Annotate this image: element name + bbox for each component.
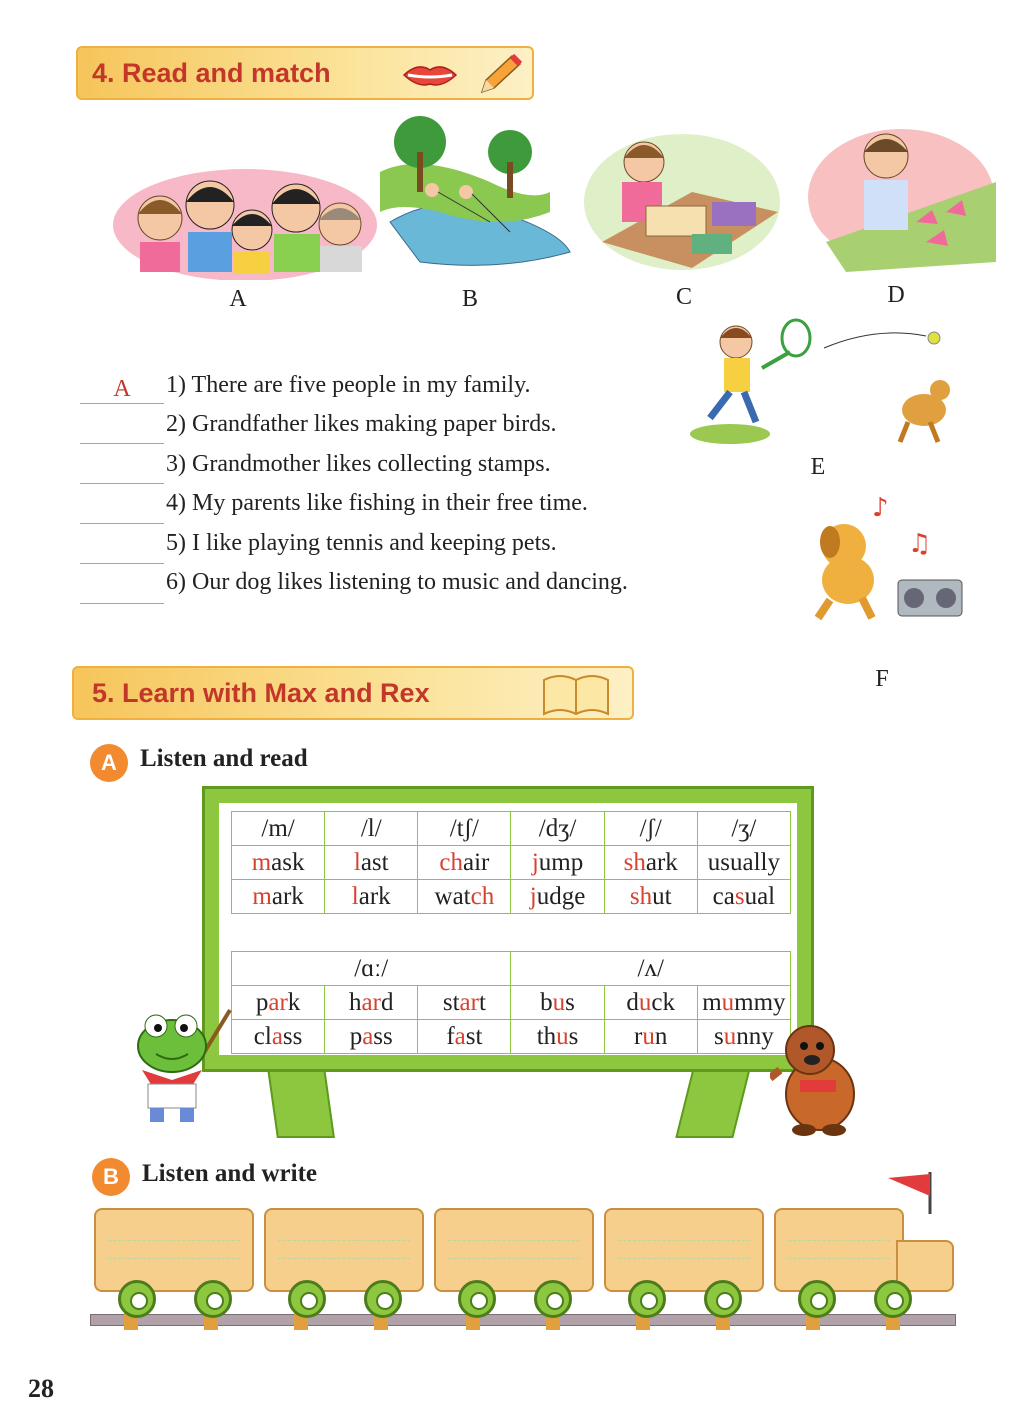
picture-family bbox=[110, 150, 380, 280]
word-cell: class bbox=[232, 1020, 325, 1054]
board-leg-left bbox=[267, 1068, 335, 1138]
word-cell: chair bbox=[418, 846, 511, 880]
train-car-write-box-1[interactable] bbox=[94, 1208, 254, 1292]
train-car-write-box-3[interactable] bbox=[434, 1208, 594, 1292]
picture-paper-birds bbox=[806, 122, 996, 272]
word-cell: last bbox=[325, 846, 418, 880]
word-cell: start bbox=[418, 986, 511, 1020]
flag-icon bbox=[880, 1170, 940, 1214]
answer-blank-3[interactable] bbox=[80, 456, 164, 484]
sentence-1: 1) There are five people in my family. bbox=[166, 372, 531, 398]
writing-guide-line bbox=[788, 1258, 890, 1259]
phoneme-header: /ɑː/ bbox=[232, 952, 511, 986]
train-wheel bbox=[288, 1280, 326, 1318]
phonics-board bbox=[202, 786, 814, 1072]
phoneme-header: /l/ bbox=[325, 812, 418, 846]
sentence-4: 4) My parents like fishing in their free time. bbox=[166, 490, 588, 516]
word-cell: hard bbox=[325, 986, 418, 1020]
board-leg-right bbox=[675, 1068, 750, 1138]
writing-guide-line bbox=[448, 1240, 580, 1241]
word-cell: thus bbox=[511, 1020, 604, 1054]
picture-label-c: C bbox=[675, 284, 692, 310]
train-wheel bbox=[704, 1280, 742, 1318]
word-cell: shut bbox=[604, 880, 697, 914]
section-5-title: 5. Learn with Max and Rex bbox=[92, 678, 430, 708]
part-a-title: Listen and read bbox=[140, 745, 308, 772]
word-cell: watch bbox=[418, 880, 511, 914]
answer-blank-2[interactable] bbox=[80, 416, 164, 444]
sentence-3: 3) Grandmother likes collecting stamps. bbox=[166, 451, 551, 477]
lips-icon bbox=[400, 60, 460, 90]
word-cell: mask bbox=[232, 846, 325, 880]
phonics-top-header-row bbox=[232, 812, 791, 846]
phonics-bottom-header-row bbox=[232, 952, 791, 986]
word-cell: lark bbox=[325, 880, 418, 914]
svg-text:♪: ♪ bbox=[872, 493, 889, 523]
word-cell: jump bbox=[511, 846, 604, 880]
answer-blank-4[interactable] bbox=[80, 496, 164, 524]
word-cell: shark bbox=[604, 846, 697, 880]
phonics-top-row-2 bbox=[232, 880, 791, 914]
writing-guide-line bbox=[108, 1240, 240, 1241]
sentence-5: 5) I like playing tennis and keeping pets. bbox=[166, 530, 557, 556]
picture-label-e: E bbox=[810, 454, 826, 480]
part-b-badge: B bbox=[92, 1158, 130, 1196]
writing-guide-line bbox=[618, 1240, 750, 1241]
writing-guide-line bbox=[618, 1258, 750, 1259]
svg-text:♫: ♫ bbox=[908, 529, 932, 559]
word-cell: mark bbox=[232, 880, 325, 914]
book-icon bbox=[540, 670, 612, 718]
writing-guide-line bbox=[448, 1258, 580, 1259]
phonics-top-row-1 bbox=[232, 846, 791, 880]
writing-guide-line bbox=[278, 1258, 410, 1259]
phonics-bottom-row-1 bbox=[232, 986, 791, 1020]
word-cell: park bbox=[232, 986, 325, 1020]
word-cell: fast bbox=[418, 1020, 511, 1054]
phonics-bottom-row-2 bbox=[232, 1020, 791, 1054]
sentence-6: 6) Our dog likes listening to music and dancing. bbox=[166, 569, 628, 595]
train-wheel bbox=[628, 1280, 666, 1318]
train-car-write-box-4[interactable] bbox=[604, 1208, 764, 1292]
train-wheel bbox=[364, 1280, 402, 1318]
part-a-badge: A bbox=[90, 744, 128, 782]
writing-guide-line bbox=[788, 1240, 890, 1241]
word-cell: casual bbox=[697, 880, 790, 914]
phonics-table-top bbox=[231, 811, 791, 914]
train-wheel bbox=[534, 1280, 572, 1318]
phoneme-header: /tʃ/ bbox=[418, 812, 511, 846]
sentence-2: 2) Grandfather likes making paper birds. bbox=[166, 411, 557, 437]
picture-tennis-pet bbox=[686, 318, 966, 458]
dog-mascot bbox=[770, 1020, 860, 1136]
train-wheel bbox=[194, 1280, 232, 1318]
word-cell: mummy bbox=[697, 986, 790, 1020]
section-4-banner bbox=[76, 46, 534, 100]
train-wheel bbox=[118, 1280, 156, 1318]
answer-blank-1[interactable]: A bbox=[80, 376, 164, 404]
train-wheel bbox=[798, 1280, 836, 1318]
train-wheel bbox=[874, 1280, 912, 1318]
picture-label-a: A bbox=[229, 286, 247, 312]
picture-dancing-dog bbox=[800, 492, 970, 632]
word-cell: duck bbox=[604, 986, 697, 1020]
phoneme-header: /ʌ/ bbox=[511, 952, 791, 986]
word-cell: judge bbox=[511, 880, 604, 914]
train-engine-write-box[interactable] bbox=[774, 1208, 904, 1292]
page-number: 28 bbox=[28, 1374, 54, 1403]
train-car-write-box-2[interactable] bbox=[264, 1208, 424, 1292]
phonics-table-bottom bbox=[231, 951, 791, 1054]
frog-mascot bbox=[122, 1000, 234, 1130]
train-wheel bbox=[458, 1280, 496, 1318]
phoneme-header: /dʒ/ bbox=[511, 812, 604, 846]
word-cell: run bbox=[604, 1020, 697, 1054]
word-cell: pass bbox=[325, 1020, 418, 1054]
pencil-icon bbox=[478, 52, 528, 96]
word-cell: bus bbox=[511, 986, 604, 1020]
picture-label-b: B bbox=[461, 286, 478, 312]
phoneme-header: /ʒ/ bbox=[697, 812, 790, 846]
answer-blank-5[interactable] bbox=[80, 536, 164, 564]
answer-blank-6[interactable] bbox=[80, 576, 164, 604]
section-4-title: 4. Read and match bbox=[92, 58, 331, 88]
writing-guide-line bbox=[278, 1240, 410, 1241]
phoneme-header: /ʃ/ bbox=[604, 812, 697, 846]
picture-fishing bbox=[380, 112, 580, 272]
phoneme-header: /m/ bbox=[232, 812, 325, 846]
section-5-banner bbox=[72, 666, 634, 720]
picture-stamps bbox=[582, 122, 782, 272]
word-cell: sunny bbox=[697, 1020, 790, 1054]
picture-label-f: F bbox=[875, 666, 889, 692]
writing-guide-line bbox=[108, 1258, 240, 1259]
word-cell: usually bbox=[697, 846, 790, 880]
part-b-title: Listen and write bbox=[142, 1160, 317, 1187]
picture-label-d: D bbox=[887, 282, 905, 308]
